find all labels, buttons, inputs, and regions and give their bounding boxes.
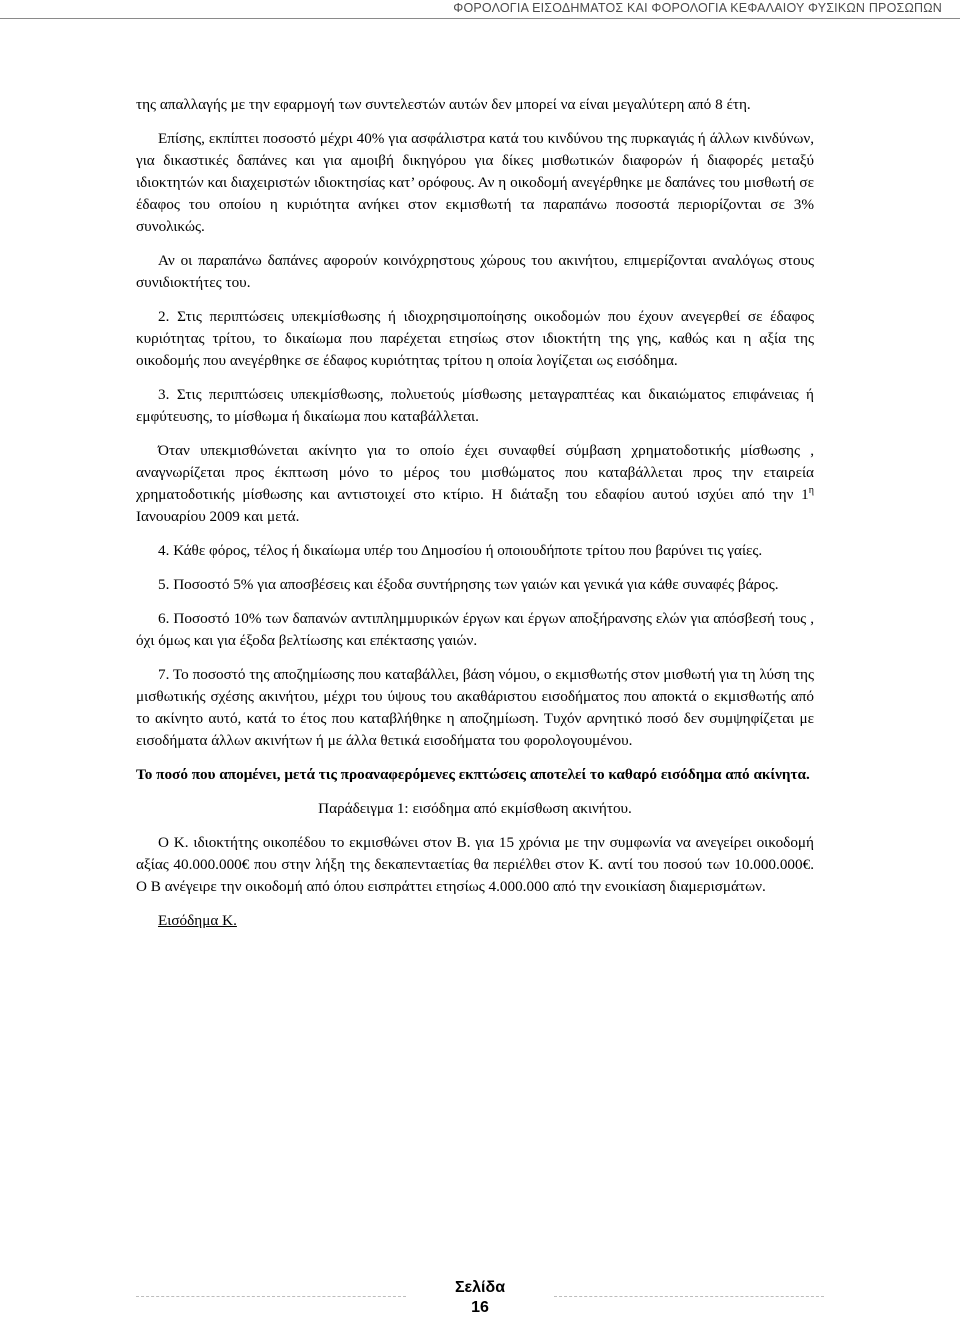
footer-page-number: 16: [471, 1299, 489, 1316]
footer-rule-left: [136, 1296, 406, 1297]
paragraph-item-3: 3. Στις περιπτώσεις υπεκμίσθωσης, πολυετούς μίσθωσης μεταγραπτέας και δικαιώματος επιφάνειας ή εμφύτευσης, το μίσθωμα ή δικαίωμα που καταβάλλεται.: [136, 386, 814, 425]
example-title: Παράδειγμα 1: εισόδημα από εκμίσθωση ακινήτου.: [318, 800, 632, 817]
income-label: [136, 910, 814, 932]
paragraph-net-income: Το ποσό που απομένει, μετά τις προαναφερόμενες εκπτώσεις αποτελεί το καθαρό εισόδημα από ακίνητα.: [136, 766, 810, 783]
ordinal-superscript: η: [808, 484, 814, 496]
page-body: [136, 94, 814, 932]
paragraph-item-2: 2. Στις περιπτώσεις υπεκμίσθωσης ή ιδιοχρησιμοποίησης οικοδομών που έχουν ανεγερθεί σε έδαφος κυριότητας τρίτου, το δικαίωμα που παρέχεται ετησίως στον ιδιοκτήτη της γης, καθώς και η αξία της οικοδομής που ανεγέρθηκε σε έδαφος κυριότητας τρίτου η οποία λογίζεται ως εισόδημα.: [136, 308, 814, 369]
paragraph-item-5: 5. Ποσοστό 5% για αποσβέσεις και έξοδα συντήρησης των γαιών και γενικά για κάθε συναφές βάρος.: [158, 576, 779, 593]
paragraph-continuation: της απαλλαγής με την εφαρμογή των συντελεστών αυτών δεν μπορεί να είναι μεγαλύτερη από 8 έτη.: [136, 96, 751, 113]
leasing-text: Όταν υπεκμισθώνεται ακίνητο για το οποίο έχει συναφθεί σύμβαση χρηματοδοτικής μίσθωσης , αναγνωρίζεται προς έκπτωση μόνο το μέρος του μισθώματος που καταβάλλεται προς την εταιρεία χρηματοδοτικής μίσθωσης και αντιστοιχεί στο κτίριο. Η διάταξη του εδαφίου αυτού ισχύει από την 1: [136, 442, 814, 503]
header-title: ΦΟΡΟΛΟΓΙΑ ΕΙΣΟΔΗΜΑΤΟΣ ΚΑΙ ΦΟΡΟΛΟΓΙΑ ΚΕΦΑΛΑΙΟΥ ΦΥΣΙΚΩΝ ΠΡΟΣΩΠΩΝ: [453, 1, 942, 15]
paragraph-item-4: 4. Κάθε φόρος, τέλος ή δικαίωμα υπέρ του Δημοσίου ή οποιουδήποτε τρίτου που βαρύνει τις γαίες.: [158, 542, 763, 559]
example-text: Ο Κ. ιδιοκτήτης οικοπέδου το εκμισθώνει στον Β. για 15 χρόνια με την συμφωνία να ανεγείρει οικοδομή αξίας 40.000.000€ που στην λήξη της δεκαπενταετίας θα περιέλθει στον Κ. αντί του ποσού των 10.000.000€. Ο Β ανέγειρε την οικοδομή από όπου εισπράττει ετησίως 4.000.000 από την ενοικίαση διαμερισμάτων.: [136, 834, 814, 895]
page-footer: [0, 1278, 960, 1318]
running-header: [0, 0, 960, 19]
income-label-text: Εισόδημα Κ.: [158, 912, 237, 929]
paragraph-leasing: [136, 440, 814, 528]
paragraph-item-6: 6. Ποσοστό 10% των δαπανών αντιπλημμυρικών έργων και έργων αποξήρανσης ελών για απόσβεσή τους , όχι όμως και για έξοδα βελτίωσης και επέκτασης γαιών.: [136, 610, 814, 649]
paragraph-item-7: 7. Το ποσοστό της αποζημίωσης που καταβάλλει, βάση νόμου, ο εκμισθωτής στον μισθωτή για τη λύση της μισθωτικής σχέσης ακινήτου, μέχρι του ύψους του ακαθάριστου εισοδήματος που αποκτά ο εκμισθωτής από το ακίνητο αυτό, κατά το έτος που καταβλήθηκε η αποζημίωση. Τυχόν αρνητικό ποσό δεν συμψηφίζεται με εισοδήματα άλλων ακινήτων ή με άλλα θετικά εισοδήματα του φορολογουμένου.: [136, 666, 814, 749]
leasing-text-tail: Ιανουαρίου 2009 και μετά.: [136, 508, 300, 525]
paragraph-deductions: Επίσης, εκπίπτει ποσοστό μέχρι 40% για ασφάλιστρα κατά του κινδύνου της πυρκαγιάς ή άλλων κινδύνων, για δικαστικές δαπάνες και για αμοιβή δικηγόρου για δίκες μισθωτικών διαφορών ή διαφορές μεταξύ ιδιοκτητών και διαχειριστών ιδιοκτησίας κατ’ ορόφους. Αν η οικοδομή ανεγέρθηκε με δαπάνες του μισθωτή σε έδαφος του οποίου η κυριότητα ανήκει στον εκμισθωτή τα παραπάνω ποσοστά περιορίζονται σε 3% συνολικώς.: [136, 130, 814, 235]
paragraph-common-areas: Αν οι παραπάνω δαπάνες αφορούν κοινόχρηστους χώρους του ακινήτου, επιμερίζονται αναλόγως στους συνιδιοκτήτες του.: [136, 252, 814, 291]
footer-page-label: Σελίδα: [454, 1279, 506, 1296]
footer-rule-right: [554, 1296, 824, 1297]
